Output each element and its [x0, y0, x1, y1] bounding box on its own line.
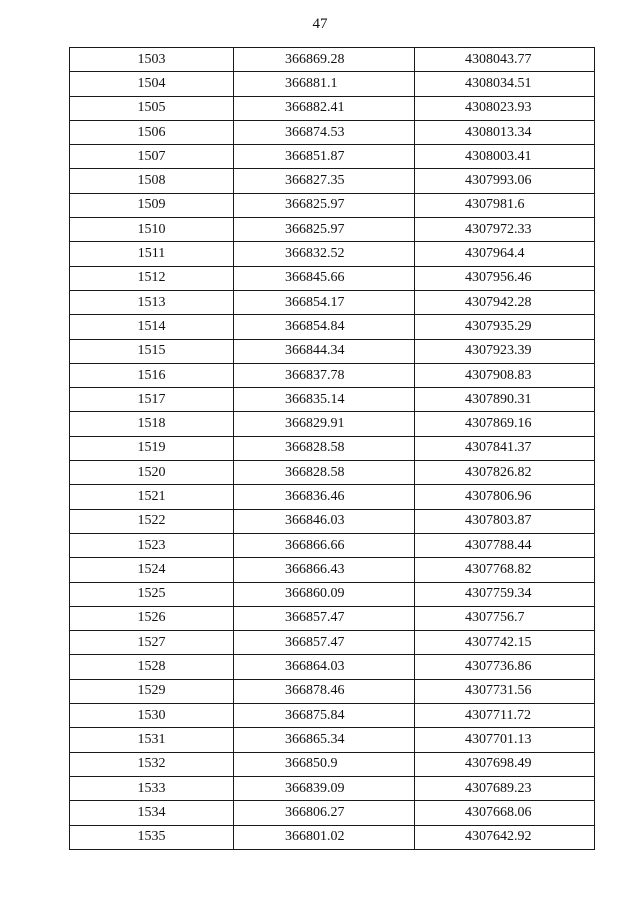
y-coordinate-cell: 4307689.23 [415, 776, 595, 800]
table-row [70, 704, 595, 728]
table-row [70, 120, 595, 144]
x-coordinate-cell: 366836.46 [234, 485, 415, 509]
y-coordinate-cell: 4307935.29 [415, 315, 595, 339]
point-number-cell: 1513 [70, 290, 234, 314]
table-row [70, 412, 595, 436]
point-number-cell: 1522 [70, 509, 234, 533]
table-row [70, 436, 595, 460]
table-row [70, 752, 595, 776]
x-coordinate-cell: 366882.41 [234, 96, 415, 120]
y-coordinate-cell: 4307908.83 [415, 363, 595, 387]
point-number-cell: 1534 [70, 801, 234, 825]
x-coordinate-cell: 366829.91 [234, 412, 415, 436]
x-coordinate-cell: 366832.52 [234, 242, 415, 266]
x-coordinate-cell: 366837.78 [234, 363, 415, 387]
x-coordinate-cell: 366854.84 [234, 315, 415, 339]
x-coordinate-cell: 366857.47 [234, 631, 415, 655]
y-coordinate-cell: 4307942.28 [415, 290, 595, 314]
table-row [70, 290, 595, 314]
y-coordinate-cell: 4307731.56 [415, 679, 595, 703]
y-coordinate-cell: 4307742.15 [415, 631, 595, 655]
x-coordinate-cell: 366835.14 [234, 388, 415, 412]
point-number-cell: 1531 [70, 728, 234, 752]
point-number-cell: 1526 [70, 606, 234, 630]
x-coordinate-cell: 366865.34 [234, 728, 415, 752]
x-coordinate-cell: 366854.17 [234, 290, 415, 314]
table-row [70, 801, 595, 825]
point-number-cell: 1504 [70, 72, 234, 96]
y-coordinate-cell: 4307993.06 [415, 169, 595, 193]
point-number-cell: 1512 [70, 266, 234, 290]
table-row [70, 655, 595, 679]
point-number-cell: 1535 [70, 825, 234, 849]
x-coordinate-cell: 366869.28 [234, 48, 415, 72]
x-coordinate-cell: 366851.87 [234, 145, 415, 169]
y-coordinate-cell: 4308003.41 [415, 145, 595, 169]
y-coordinate-cell: 4307788.44 [415, 533, 595, 557]
x-coordinate-cell: 366845.66 [234, 266, 415, 290]
y-coordinate-cell: 4307923.39 [415, 339, 595, 363]
y-coordinate-cell: 4308013.34 [415, 120, 595, 144]
x-coordinate-cell: 366860.09 [234, 582, 415, 606]
table-row [70, 266, 595, 290]
x-coordinate-cell: 366844.34 [234, 339, 415, 363]
table-row [70, 509, 595, 533]
y-coordinate-cell: 4308043.77 [415, 48, 595, 72]
table-row [70, 631, 595, 655]
table-row [70, 169, 595, 193]
point-number-cell: 1506 [70, 120, 234, 144]
point-number-cell: 1515 [70, 339, 234, 363]
y-coordinate-cell: 4307890.31 [415, 388, 595, 412]
y-coordinate-cell: 4308023.93 [415, 96, 595, 120]
table-row [70, 679, 595, 703]
x-coordinate-cell: 366839.09 [234, 776, 415, 800]
point-number-cell: 1505 [70, 96, 234, 120]
table-row [70, 825, 595, 849]
x-coordinate-cell: 366875.84 [234, 704, 415, 728]
page-number: 47 [312, 16, 328, 32]
table-row [70, 339, 595, 363]
table-row [70, 72, 595, 96]
table-row [70, 485, 595, 509]
y-coordinate-cell: 4307981.6 [415, 193, 595, 217]
y-coordinate-cell: 4307806.96 [415, 485, 595, 509]
point-number-cell: 1528 [70, 655, 234, 679]
table-row [70, 48, 595, 72]
x-coordinate-cell: 366827.35 [234, 169, 415, 193]
point-number-cell: 1503 [70, 48, 234, 72]
x-coordinate-cell: 366846.03 [234, 509, 415, 533]
y-coordinate-cell: 4308034.51 [415, 72, 595, 96]
point-number-cell: 1530 [70, 704, 234, 728]
point-number-cell: 1523 [70, 533, 234, 557]
table-row [70, 388, 595, 412]
point-number-cell: 1518 [70, 412, 234, 436]
x-coordinate-cell: 366806.27 [234, 801, 415, 825]
x-coordinate-cell: 366825.97 [234, 218, 415, 242]
y-coordinate-cell: 4307956.46 [415, 266, 595, 290]
y-coordinate-cell: 4307642.92 [415, 825, 595, 849]
x-coordinate-cell: 366866.66 [234, 533, 415, 557]
point-number-cell: 1525 [70, 582, 234, 606]
x-coordinate-cell: 366878.46 [234, 679, 415, 703]
x-coordinate-cell: 366857.47 [234, 606, 415, 630]
y-coordinate-cell: 4307964.4 [415, 242, 595, 266]
point-number-cell: 1511 [70, 242, 234, 266]
table-row [70, 193, 595, 217]
y-coordinate-cell: 4307972.33 [415, 218, 595, 242]
table-row [70, 315, 595, 339]
x-coordinate-cell: 366801.02 [234, 825, 415, 849]
table-row [70, 218, 595, 242]
point-number-cell: 1527 [70, 631, 234, 655]
point-number-cell: 1516 [70, 363, 234, 387]
point-number-cell: 1520 [70, 461, 234, 485]
table-row [70, 533, 595, 557]
point-number-cell: 1507 [70, 145, 234, 169]
point-number-cell: 1529 [70, 679, 234, 703]
point-number-cell: 1510 [70, 218, 234, 242]
y-coordinate-cell: 4307759.34 [415, 582, 595, 606]
table-row [70, 582, 595, 606]
table-row [70, 242, 595, 266]
x-coordinate-cell: 366825.97 [234, 193, 415, 217]
table-row [70, 145, 595, 169]
point-number-cell: 1521 [70, 485, 234, 509]
y-coordinate-cell: 4307711.72 [415, 704, 595, 728]
coordinates-table-body [70, 48, 595, 850]
table-row [70, 96, 595, 120]
table-row [70, 558, 595, 582]
x-coordinate-cell: 366866.43 [234, 558, 415, 582]
y-coordinate-cell: 4307668.06 [415, 801, 595, 825]
x-coordinate-cell: 366850.9 [234, 752, 415, 776]
x-coordinate-cell: 366864.03 [234, 655, 415, 679]
y-coordinate-cell: 4307768.82 [415, 558, 595, 582]
point-number-cell: 1514 [70, 315, 234, 339]
point-number-cell: 1532 [70, 752, 234, 776]
y-coordinate-cell: 4307803.87 [415, 509, 595, 533]
table-row [70, 776, 595, 800]
point-number-cell: 1509 [70, 193, 234, 217]
y-coordinate-cell: 4307701.13 [415, 728, 595, 752]
x-coordinate-cell: 366881.1 [234, 72, 415, 96]
coordinates-table [69, 47, 595, 850]
y-coordinate-cell: 4307756.7 [415, 606, 595, 630]
point-number-cell: 1508 [70, 169, 234, 193]
table-row [70, 363, 595, 387]
point-number-cell: 1533 [70, 776, 234, 800]
x-coordinate-cell: 366828.58 [234, 461, 415, 485]
y-coordinate-cell: 4307869.16 [415, 412, 595, 436]
table-row [70, 728, 595, 752]
y-coordinate-cell: 4307841.37 [415, 436, 595, 460]
y-coordinate-cell: 4307736.86 [415, 655, 595, 679]
table-row [70, 461, 595, 485]
x-coordinate-cell: 366828.58 [234, 436, 415, 460]
table-row [70, 606, 595, 630]
y-coordinate-cell: 4307698.49 [415, 752, 595, 776]
point-number-cell: 1524 [70, 558, 234, 582]
point-number-cell: 1517 [70, 388, 234, 412]
point-number-cell: 1519 [70, 436, 234, 460]
x-coordinate-cell: 366874.53 [234, 120, 415, 144]
y-coordinate-cell: 4307826.82 [415, 461, 595, 485]
